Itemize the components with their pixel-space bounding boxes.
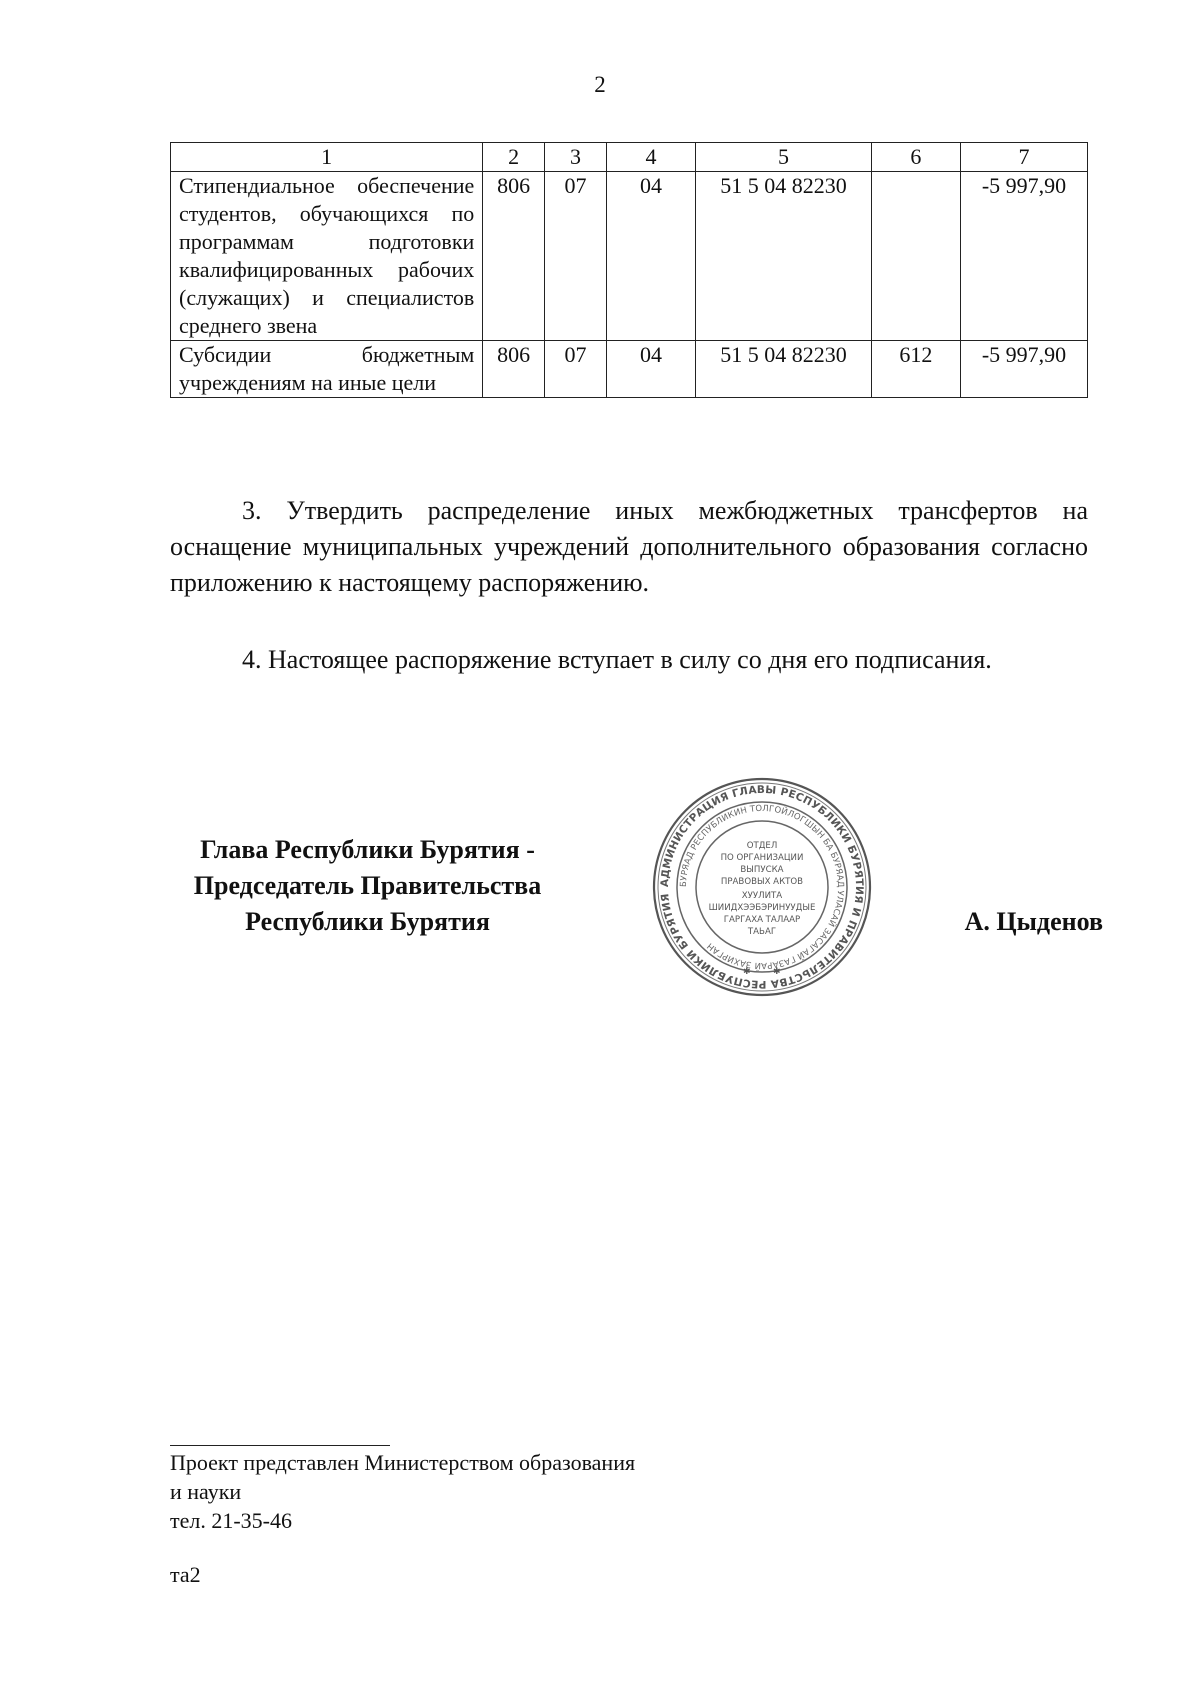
seal-center-line: ВЫПУСКА — [740, 865, 784, 875]
row-section: 07 — [545, 172, 607, 341]
seal-center-line: ПО ОРГАНИЗАЦИИ — [720, 853, 804, 863]
row-target-code: 51 5 04 82230 — [696, 172, 871, 341]
seal-center-line: ГАРГАХА ТАЛААР — [723, 915, 801, 925]
seal-center-line: ХУУЛИТА — [741, 891, 783, 901]
seal-star-icon: ✱ — [773, 966, 781, 976]
header-cell-7: 7 — [961, 143, 1088, 172]
table-row — [171, 172, 1088, 341]
seal-center-line: ШИИДХЭЭБЭРИНУУДЫЕ — [708, 903, 816, 913]
row-subsection: 04 — [606, 172, 695, 341]
signer-title-line: Председатель Правительства — [193, 871, 542, 900]
header-cell-3: 3 — [545, 143, 607, 172]
footnote-line: тел. 21-35-46 — [170, 1508, 293, 1533]
row-target-code: 51 5 04 82230 — [696, 341, 871, 398]
footnote-line: и науки — [170, 1479, 242, 1504]
signer-name: А. Цыденов — [964, 907, 1103, 936]
row-name: Субсидии бюджетным учреждениям на иные цели — [171, 341, 483, 398]
row-expense-type — [871, 172, 960, 341]
header-cell-1: 1 — [171, 143, 483, 172]
paragraph-4: 4. Настоящее распоряжение вступает в силу со дня его подписания. — [242, 645, 992, 674]
seal-center-line: ОТДЕЛ — [746, 841, 778, 851]
header-cell-4: 4 — [606, 143, 695, 172]
row-admin-code: 806 — [483, 341, 545, 398]
seal-center-line: ПРАВОВЫХ АКТОВ — [720, 877, 804, 887]
table-row — [171, 341, 1088, 398]
row-amount: -5 997,90 — [961, 341, 1088, 398]
page-number: 2 — [594, 72, 606, 97]
row-admin-code: 806 — [483, 172, 545, 341]
svg-text:БУРЯАД РЕСПУБЛИКИН ТОЛГОЙЛОГШЫ — [679, 804, 845, 972]
seal-icon — [651, 776, 873, 998]
paragraph-3: 3. Утвердить распределение иных межбюджетных трансфертов на оснащение муниципальных учреждений дополнительного образования согласно приложению к настоящему распоряжению. — [170, 496, 1088, 597]
footnote-line: Проект представлен Министерством образования — [170, 1450, 636, 1475]
signer-title — [170, 832, 565, 940]
header-cell-2: 2 — [483, 143, 545, 172]
header-cell-5: 5 — [696, 143, 871, 172]
header-cell-6: 6 — [871, 143, 960, 172]
seal-center-line: ТАЬАГ — [747, 927, 777, 937]
signer-title-line: Республики Бурятия — [245, 907, 490, 936]
footnote-divider — [170, 1445, 390, 1446]
row-amount: -5 997,90 — [961, 172, 1088, 341]
row-expense-type: 612 — [871, 341, 960, 398]
document-code: та2 — [170, 1562, 201, 1587]
seal-star-icon: ✱ — [743, 966, 751, 976]
seal-inner-text: БУРЯАД РЕСПУБЛИКИН ТОЛГОЙЛОГШЫН БА БУРЯАД УЛАСАЙ ЗАСАГАЙ ГАЗАРАЙ ЗАХИРГАН — [678, 803, 846, 971]
official-seal — [651, 776, 873, 998]
row-name: Стипендиальное обеспечение студентов, обучающихся по программам подготовки квалифицированных рабочих (служащих) и специалистов среднего звена — [171, 172, 483, 341]
budget-table — [170, 142, 1088, 398]
footnote — [170, 1448, 635, 1535]
signer-title-line: Глава Республики Бурятия - — [200, 835, 535, 864]
row-section: 07 — [545, 341, 607, 398]
table-header-row — [171, 143, 1088, 172]
seal-outer-text: АДМИНИСТРАЦИЯ ГЛАВЫ РЕСПУБЛИКИ БУРЯТИЯ И ПРАВИТЕЛЬСТВА РЕСПУБЛИКИ БУРЯТИЯ — [658, 783, 866, 991]
row-subsection: 04 — [606, 341, 695, 398]
